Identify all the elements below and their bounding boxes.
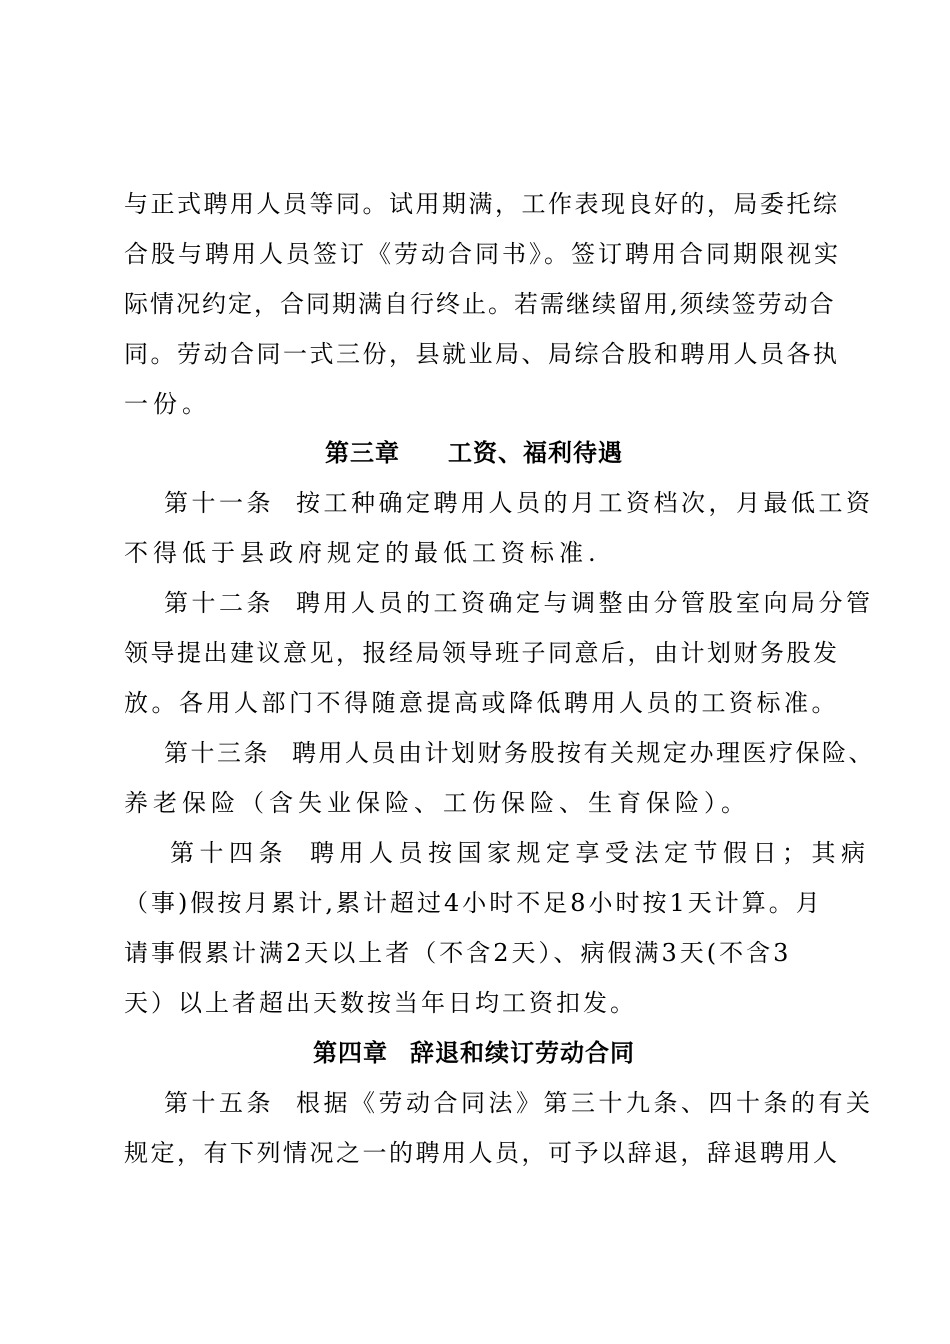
article-line [164, 483, 884, 523]
paragraph-line: 同。劳动合同一式三份，县就业局、局综合股和聘用人员各执 [124, 340, 840, 368]
article-text: 聘用人员由计划财务股按有关规定办理医疗保险、 [292, 739, 875, 767]
paragraph-line: 合股与聘用人员签订《劳动合同书》。签订聘用合同期限视实 [124, 240, 841, 268]
article-line: 不得低于县政府规定的最低工资标准. [124, 539, 601, 567]
article-text: 聘用人员的工资确定与调整由分管股室向局分管 [296, 589, 874, 617]
article-text: 聘用人员按国家规定享受法定节假日；其病 [310, 839, 871, 867]
article-line: 请事假累计满2天以上者（不含2天）、病假满3天(不含3 [124, 939, 792, 967]
article-label: 第十三条 [164, 739, 270, 767]
article-label: 第十五条 [164, 1089, 274, 1117]
article-line: 领导提出建议意见，报经局领导班子同意后，由计划财务股发 [124, 639, 840, 667]
chapter-heading [124, 1033, 824, 1073]
chapter-heading [124, 433, 824, 473]
chapter-number: 第四章 [313, 1039, 388, 1067]
article-label: 第十四条 [170, 839, 288, 867]
paragraph-line: 际情况约定，合同期满自行终止。若需继续留用,须续签劳动合 [124, 290, 836, 318]
article-label: 第十二条 [164, 589, 274, 617]
chapter-number: 第三章 [325, 439, 400, 467]
article-text: 按工种确定聘用人员的月工资档次，月最低工资 [296, 489, 874, 517]
article-line [164, 1083, 884, 1123]
article-line: 规定，有下列情况之一的聘用人员，可予以辞退，辞退聘用人 [124, 1139, 840, 1167]
article-label: 第十一条 [164, 489, 274, 517]
article-line: 放。各用人部门不得随意提高或降低聘用人员的工资标准。 [124, 689, 839, 717]
article-line [164, 583, 884, 623]
chapter-title: 辞退和续订劳动合同 [410, 1039, 635, 1067]
article-line [164, 733, 884, 773]
article-line [170, 833, 890, 873]
article-line: （事)假按月累计,累计超过4小时不足8小时按1天计算。月 [124, 889, 823, 917]
article-line: 养老保险（含失业保险、工伤保险、生育保险）。 [124, 789, 750, 817]
article-text: 根据《劳动合同法》第三十九条、四十条的有关 [296, 1089, 874, 1117]
paragraph-line: 与正式聘用人员等同。试用期满，工作表现良好的，局委托综 [124, 190, 840, 218]
article-line: 天）以上者超出天数按当年日均工资扣发。 [124, 989, 637, 1017]
chapter-title: 工资、福利待遇 [448, 439, 623, 467]
paragraph-line: 一份。 [124, 390, 211, 418]
